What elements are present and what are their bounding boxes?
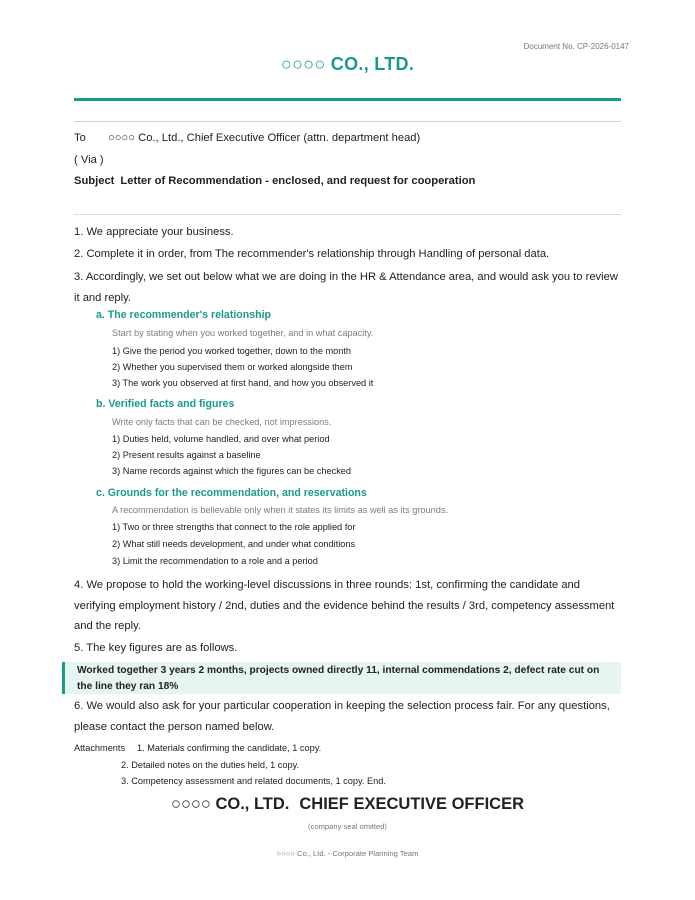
paragraph-1: 1. We appreciate your business. (74, 226, 234, 238)
document-number: Document No. CP-2026-0147 (523, 42, 629, 51)
paragraph-6: 6. We would also ask for your particular cooperation in keeping the selection process fair. For any questions, please contact the person named below. (74, 700, 610, 733)
to-value: ○○○○ Co., Ltd., Chief Executive Officer (attn. department head) (108, 132, 421, 144)
section-a-item: 3) The work you observed at first hand, and how you observed it (112, 378, 374, 388)
subject-line (74, 175, 475, 187)
attachment-item: 3. Competency assessment and related documents, 1 copy. End. (121, 776, 386, 786)
section-c-note: A recommendation is believable only when it states its limits as well as its grounds. (112, 505, 449, 515)
header-divider (74, 214, 621, 215)
signature-line (0, 795, 695, 814)
section-a-heading: a. The recommender's relationship (96, 309, 272, 321)
attachments-label: Attachments (74, 743, 126, 753)
key-figures-text: Worked together 3 years 2 months, projects owned directly 11, internal commendations 2, defect rate cut on the line they ran 18% (77, 665, 600, 692)
section-b-item: 3) Name records against which the figures can be checked (112, 466, 352, 476)
signature-org: ○○○○ CO., LTD. (171, 795, 290, 813)
org-title: ○○○○ CO., LTD. (280, 54, 415, 74)
section-b-note: Write only facts that can be checked, not impressions. (112, 417, 332, 427)
section-c-item: 1) Two or three strengths that connect to the role applied for (112, 522, 356, 532)
section-c-item: 2) What still needs development, and under what conditions (112, 539, 356, 549)
attachment-item: 2. Detailed notes on the duties held, 1 copy. (121, 760, 300, 770)
section-c-heading: c. Grounds for the recommendation, and reservations (96, 487, 367, 499)
to-label: To (74, 132, 86, 144)
attachment-item: 1. Materials confirming the candidate, 1 copy. (137, 743, 322, 753)
seal-note: (company seal omitted) (308, 822, 387, 831)
section-b-heading: b. Verified facts and figures (96, 398, 235, 410)
paragraph-4: 4. We propose to hold the working-level discussions in three rounds: 1st, confirming the candidate and verifying employment history / 2nd, duties and the evidence behind the results / 3rd, competency assessment and the reply. (74, 579, 615, 632)
paragraph-3: 3. Accordingly, we set out below what we are doing in the HR & Attendance area, and would ask you to review it and reply. (74, 271, 618, 304)
recipient-line (74, 132, 420, 144)
section-a-note: Start by stating when you worked together, and in what capacity. (112, 328, 374, 338)
paragraph-5: 5. The key figures are as follows. (74, 642, 238, 654)
section-a-item: 2) Whether you supervised them or worked alongside them (112, 362, 353, 372)
via-line: ( Via ) (74, 154, 104, 166)
subject-value: Letter of Recommendation - enclosed, and request for cooperation (120, 175, 476, 187)
signature-title: CHIEF EXECUTIVE OFFICER (299, 795, 524, 813)
section-c-item: 3) Limit the recommendation to a role and a period (112, 556, 318, 566)
section-a-item: 1) Give the period you worked together, down to the month (112, 346, 352, 356)
title-divider-thick (74, 98, 621, 101)
footer-text: ○○○○ Co., Ltd. - Corporate Planning Team (276, 849, 419, 858)
section-b-item: 1) Duties held, volume handled, and over what period (112, 434, 330, 444)
section-b-item: 2) Present results against a baseline (112, 450, 261, 460)
key-figures-callout (62, 662, 621, 694)
paragraph-2: 2. Complete it in order, from The recommender's relationship through Handling of personal data. (74, 248, 550, 260)
subject-label: Subject (74, 175, 115, 187)
title-divider-thin (74, 121, 621, 122)
